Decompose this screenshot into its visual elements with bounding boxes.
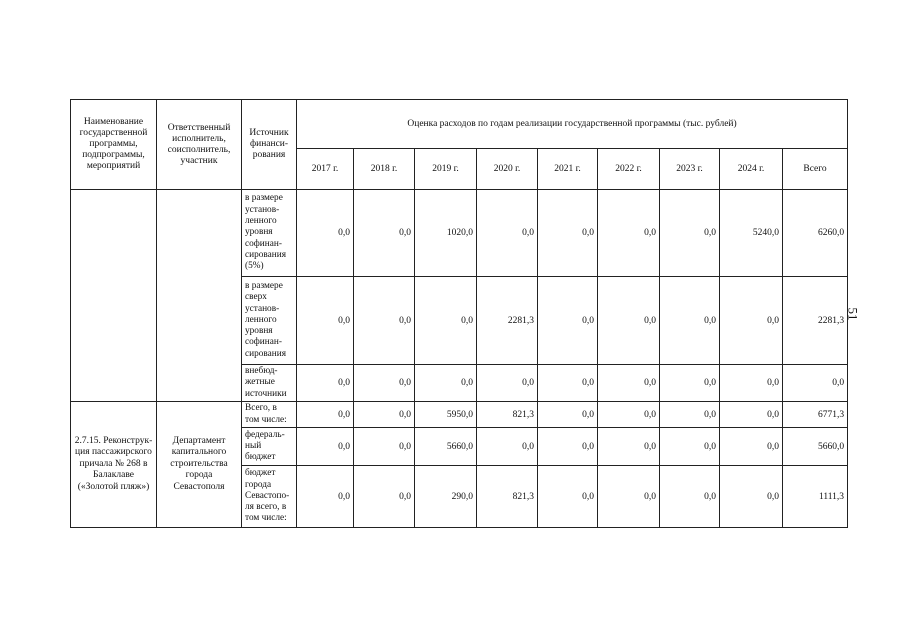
value-cell: 5240,0 bbox=[720, 190, 783, 277]
header-year: 2020 г. bbox=[477, 149, 538, 190]
value-cell: 0,0 bbox=[720, 466, 783, 528]
header-source: Источник финанси-рования bbox=[242, 100, 297, 190]
value-cell: 0,0 bbox=[354, 466, 415, 528]
total-cell: 6260,0 bbox=[783, 190, 848, 277]
header-year: 2017 г. bbox=[297, 149, 354, 190]
source-cell: бюджет города Севастопо-ля всего, в том числе: bbox=[242, 466, 297, 528]
value-cell: 0,0 bbox=[354, 428, 415, 466]
value-cell: 821,3 bbox=[477, 466, 538, 528]
value-cell: 0,0 bbox=[660, 428, 720, 466]
value-cell: 0,0 bbox=[598, 402, 660, 428]
value-cell: 5660,0 bbox=[415, 428, 477, 466]
value-cell: 0,0 bbox=[720, 402, 783, 428]
measure-responsible: Департамент капитального строительства города Севастополя bbox=[157, 402, 242, 528]
value-cell: 0,0 bbox=[354, 402, 415, 428]
value-cell: 0,0 bbox=[538, 365, 598, 402]
value-cell: 0,0 bbox=[297, 466, 354, 528]
source-cell: в размере сверх установ-ленного уровня софинан-сирования bbox=[242, 277, 297, 365]
header-year: 2022 г. bbox=[598, 149, 660, 190]
value-cell: 0,0 bbox=[660, 402, 720, 428]
total-cell: 6771,3 bbox=[783, 402, 848, 428]
total-cell: 1111,3 bbox=[783, 466, 848, 528]
value-cell: 0,0 bbox=[297, 190, 354, 277]
value-cell: 0,0 bbox=[720, 277, 783, 365]
header-total: Всего bbox=[783, 149, 848, 190]
value-cell: 0,0 bbox=[660, 365, 720, 402]
value-cell: 0,0 bbox=[598, 190, 660, 277]
value-cell: 0,0 bbox=[720, 428, 783, 466]
value-cell: 0,0 bbox=[354, 365, 415, 402]
page-number: 51 bbox=[845, 307, 861, 321]
value-cell: 0,0 bbox=[538, 190, 598, 277]
header-name: Наименование государственной программы, подпрограммы, мероприятий bbox=[71, 100, 157, 190]
value-cell: 0,0 bbox=[660, 190, 720, 277]
value-cell: 0,0 bbox=[598, 277, 660, 365]
value-cell: 290,0 bbox=[415, 466, 477, 528]
total-cell: 5660,0 bbox=[783, 428, 848, 466]
header-year: 2018 г. bbox=[354, 149, 415, 190]
value-cell: 0,0 bbox=[297, 277, 354, 365]
measure-name: 2.7.15. Реконструк-ция пассажирского причала № 268 в Балаклаве («Золотой пляж») bbox=[71, 402, 157, 528]
value-cell: 0,0 bbox=[415, 365, 477, 402]
header-year: 2023 г. bbox=[660, 149, 720, 190]
value-cell: 2281,3 bbox=[477, 277, 538, 365]
value-cell: 0,0 bbox=[598, 365, 660, 402]
value-cell: 0,0 bbox=[354, 190, 415, 277]
source-cell: федераль-ный бюджет bbox=[242, 428, 297, 466]
value-cell: 0,0 bbox=[660, 466, 720, 528]
value-cell: 0,0 bbox=[297, 402, 354, 428]
header-year: 2024 г. bbox=[720, 149, 783, 190]
value-cell: 0,0 bbox=[538, 402, 598, 428]
source-cell: в размере установ-ленного уровня софинан-сирования (5%) bbox=[242, 190, 297, 277]
total-cell: 2281,3 bbox=[783, 277, 848, 365]
header-estimate: Оценка расходов по годам реализации государственной программы (тыс. рублей) bbox=[297, 100, 848, 149]
source-cell: внебюд-жетные источники bbox=[242, 365, 297, 402]
value-cell: 0,0 bbox=[354, 277, 415, 365]
value-cell: 0,0 bbox=[477, 365, 538, 402]
table-row bbox=[71, 190, 848, 277]
budget-table bbox=[70, 99, 848, 528]
value-cell: 0,0 bbox=[297, 365, 354, 402]
header-responsible: Ответственный исполнитель, соисполнитель, участник bbox=[157, 100, 242, 190]
empty-responsible-cell bbox=[157, 190, 242, 402]
value-cell: 5950,0 bbox=[415, 402, 477, 428]
value-cell: 821,3 bbox=[477, 402, 538, 428]
total-cell: 0,0 bbox=[783, 365, 848, 402]
value-cell: 0,0 bbox=[538, 428, 598, 466]
value-cell: 0,0 bbox=[477, 428, 538, 466]
value-cell: 0,0 bbox=[598, 428, 660, 466]
value-cell: 0,0 bbox=[660, 277, 720, 365]
value-cell: 0,0 bbox=[538, 466, 598, 528]
header-year: 2019 г. bbox=[415, 149, 477, 190]
value-cell: 0,0 bbox=[720, 365, 783, 402]
value-cell: 0,0 bbox=[477, 190, 538, 277]
empty-name-cell bbox=[71, 190, 157, 402]
table-row bbox=[71, 402, 848, 428]
value-cell: 0,0 bbox=[415, 277, 477, 365]
value-cell: 0,0 bbox=[538, 277, 598, 365]
value-cell: 1020,0 bbox=[415, 190, 477, 277]
header-year: 2021 г. bbox=[538, 149, 598, 190]
source-cell: Всего, в том числе: bbox=[242, 402, 297, 428]
value-cell: 0,0 bbox=[297, 428, 354, 466]
value-cell: 0,0 bbox=[598, 466, 660, 528]
